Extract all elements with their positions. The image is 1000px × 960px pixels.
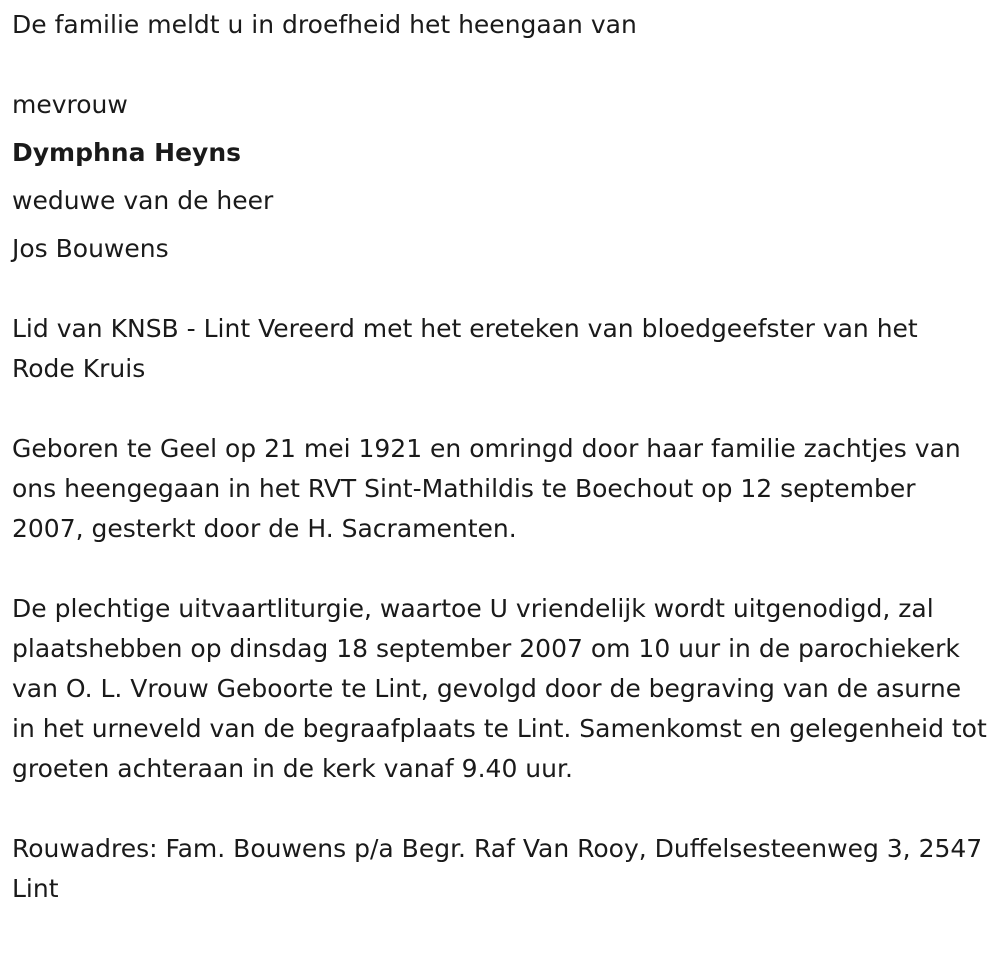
deceased-name: Dymphna Heyns bbox=[12, 138, 242, 167]
honorific: mevrouw bbox=[12, 90, 128, 119]
birth-death-paragraph: Geboren te Geel op 21 mei 1921 en omringd door haar familie zachtjes van ons heengegaan in het RVT Sint-Mathildis te Boechout op 12 september 2007, gesterkt door de H. Sacramenten. bbox=[12, 434, 961, 543]
spouse-name: Jos Bouwens bbox=[12, 234, 169, 263]
intro-text: De familie meldt u in droefheid het heengaan van bbox=[12, 10, 637, 39]
membership-paragraph: Lid van KNSB - Lint Vereerd met het ereteken van bloedgeefster van het Rode Kruis bbox=[12, 314, 918, 383]
relation-text: weduwe van de heer bbox=[12, 186, 274, 215]
funeral-paragraph: De plechtige uitvaartliturgie, waartoe U vriendelijk wordt uitgenodigd, zal plaatshebben op dinsdag 18 september 2007 om 10 uur in de parochiekerk van O. L. Vrouw Geboorte te Lint, gevolgd door de begraving van de asurne in het urneveld van de begraafplaats te Lint. Samenkomst en gelegenheid tot groeten achteraan in de kerk vanaf 9.40 uur. bbox=[12, 594, 987, 783]
address-paragraph: Rouwadres: Fam. Bouwens p/a Begr. Raf Van Rooy, Duffelsesteenweg 3, 2547 Lint bbox=[12, 834, 983, 903]
